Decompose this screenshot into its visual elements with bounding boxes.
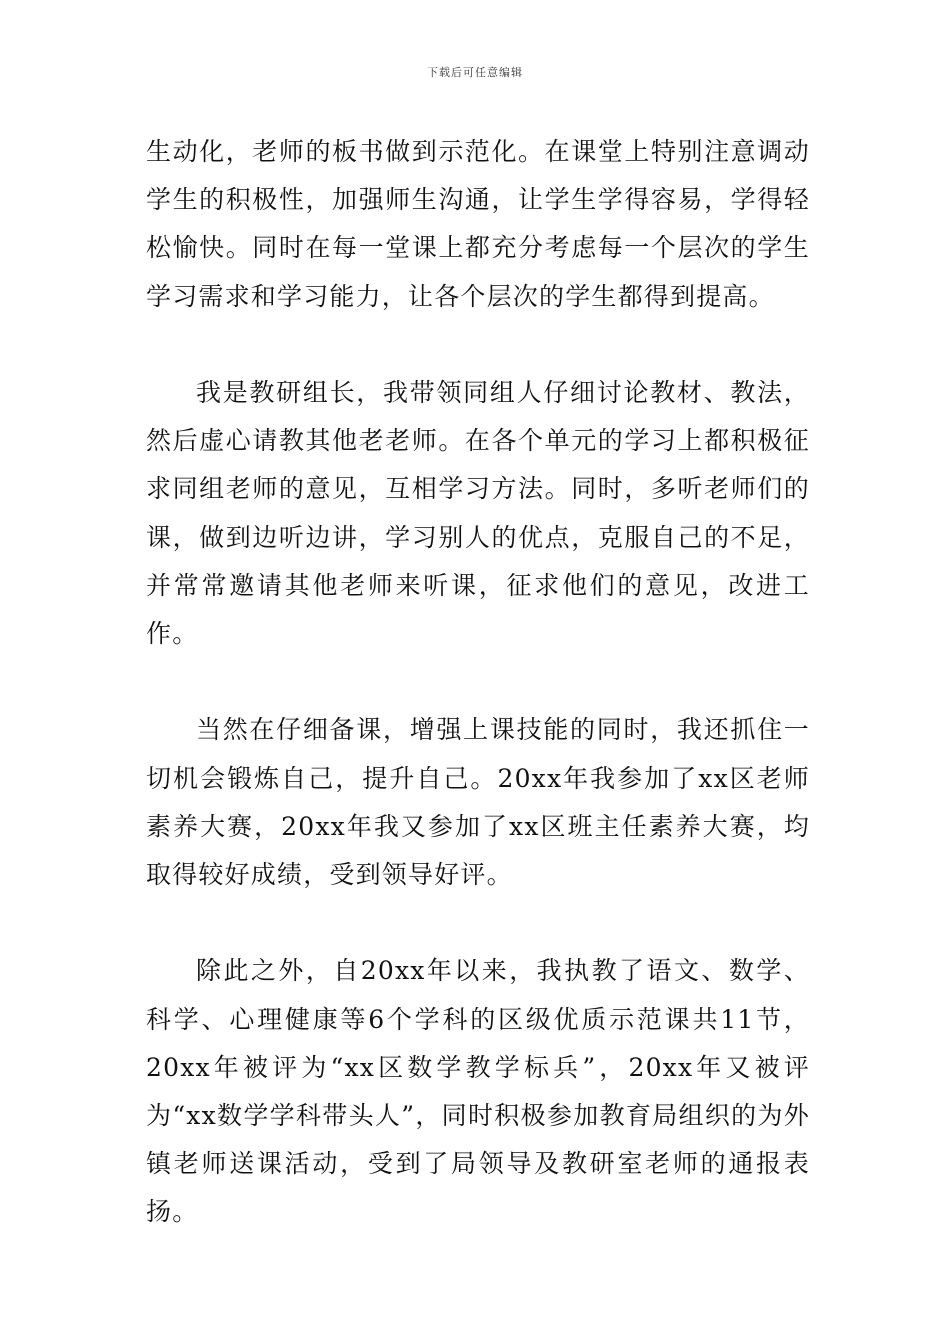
paragraph-1: 生动化，老师的板书做到示范化。在课堂上特别注意调动学生的积极性，加强师生沟通，让学生学得容易，学得轻松愉快。同时在每一堂课上都充分考虑每一个层次的学生学习需求和学习能力，让各个层次的学生都得到提高。	[146, 137, 810, 311]
paragraph-3: 当然在仔细备课，增强上课技能的同时，我还抓住一切机会锻炼自己，提升自己。20xx年我参加了xx区老师素养大赛，20xx年我又参加了xx区班主任素养大赛，均取得较好成绩，受到领导好评。	[146, 715, 810, 890]
paragraph-2: 我是教研组长，我带领同组人仔细讨论教材、教法，然后虚心请教其他老老师。在各个单元的学习上都积极征求同组老师的意见，互相学习方法。同时，多听老师们的课，做到边听边讲，学习别人的优点，克服自己的不足，并常常邀请其他老师来听课，征求他们的意见，改进工作。	[146, 378, 810, 649]
page-header: 下载后可任意编辑	[427, 66, 523, 79]
paragraph-4: 除此之外，自20xx年以来，我执教了语文、数学、科学、心理健康等6个学科的区级优质示范课共11节，20xx年被评为“xx区数学教学标兵”，20xx年又被评为“xx数学学科带头人”，同时积极参加教育局组织的为外镇老师送课活动，受到了局领导及教研室老师的通报表扬。	[146, 956, 810, 1227]
document-body	[146, 128, 810, 1285]
